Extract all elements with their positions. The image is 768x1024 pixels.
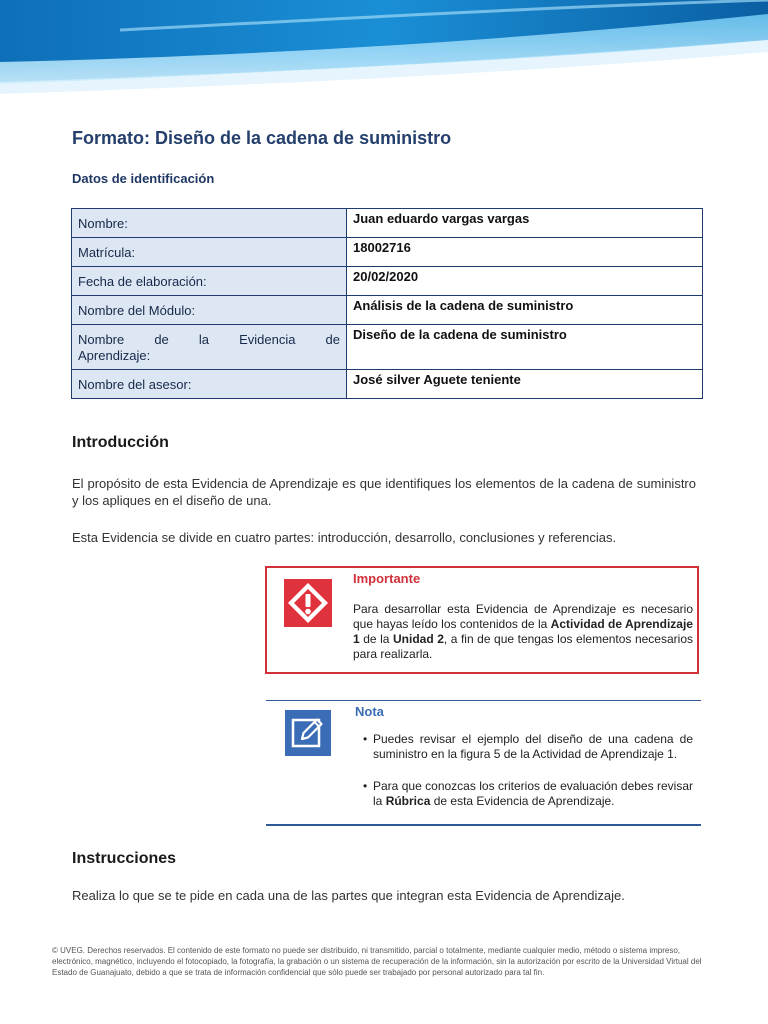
bullet: • (363, 732, 368, 746)
importante-text-bold: Actividad de Aprendizaje 1 (353, 617, 693, 646)
list-item (363, 732, 693, 762)
table-row (72, 370, 703, 399)
row-value: Diseño de la cadena de suministro (347, 325, 703, 370)
importante-text (353, 602, 693, 662)
table-row (72, 238, 703, 267)
row-label: Nombre del Módulo: (72, 296, 347, 325)
nota-title: Nota (355, 704, 384, 719)
importante-title: Importante (353, 571, 421, 586)
row-label: Nombre: (72, 209, 347, 238)
row-value: 18002716 (347, 238, 703, 267)
row-label-word: Nombre (78, 332, 125, 347)
header-banner-graphic (0, 0, 768, 96)
nota-item-text: Para que conozcas los criterios de evaluación debes revisar la (373, 779, 693, 808)
row-label-line2: Aprendizaje: (78, 348, 151, 363)
table-row (72, 296, 703, 325)
warning-diamond-icon (284, 579, 332, 632)
table-row (72, 325, 703, 370)
edit-note-icon (285, 710, 331, 761)
row-value: 20/02/2020 (347, 267, 703, 296)
instrucciones-paragraph: Realiza lo que se te pide en cada una de las partes que integran esta Evidencia de Aprendizaje. (72, 888, 625, 903)
list-item (363, 779, 693, 809)
row-label-word: de (154, 332, 169, 347)
nota-item-text: Puedes revisar el ejemplo del diseño de una cadena de suministro en la figura 5 de la Actividad de Aprendizaje 1. (373, 732, 693, 761)
nota-box (266, 700, 701, 826)
importante-text-part: de la (359, 632, 393, 646)
row-label-word: la (198, 332, 209, 347)
document-title: Formato: Diseño de la cadena de suministro (72, 128, 452, 148)
row-value: Análisis de la cadena de suministro (347, 296, 703, 325)
row-value: Juan eduardo vargas vargas (347, 209, 703, 238)
nota-item-text: de esta Evidencia de Aprendizaje. (430, 794, 615, 808)
intro-paragraph-2: Esta Evidencia se divide en cuatro partes: introducción, desarrollo, conclusiones y referencias. (72, 530, 617, 545)
intro-paragraph-1: El propósito de esta Evidencia de Aprendizaje es que identifiques los elementos de la cadena de suministro y los apliques en el diseño de una. (72, 476, 696, 508)
row-label-word: de (325, 332, 340, 347)
table-row (72, 267, 703, 296)
importante-text-part: , a fin de que tengas los elementos necesarios para realizarla. (353, 632, 693, 661)
intro-heading: Introducción (72, 434, 169, 451)
table-row (72, 209, 703, 238)
importante-box (265, 566, 699, 674)
section-subtitle: Datos de identificación (72, 171, 215, 186)
importante-text-bold: Unidad 2 (393, 632, 444, 646)
importante-text-part: Para desarrollar esta Evidencia de Aprendizaje es necesario que hayas leído los contenidos de la (353, 602, 693, 631)
row-label (72, 325, 347, 370)
identification-table (71, 208, 703, 399)
nota-list (363, 732, 693, 826)
row-label: Matrícula: (72, 238, 347, 267)
bullet: • (363, 779, 368, 793)
header-banner (0, 0, 768, 96)
row-label-word: Evidencia (239, 332, 296, 347)
row-label-line1 (78, 332, 340, 348)
row-value: José silver Aguete teniente (347, 370, 703, 399)
footer-copyright: © UVEG. Derechos reservados. El contenido de este formato no puede ser distribuido, ni transmitido, parcial o totalmente, mediante cualquier medio, método o sistema impreso, electrónico, magnético, incluyendo el fotocopiado, la fotografía, la grabación o un sistema de recuperación de la información, sin la autorización por escrito de la Universidad Virtual del Estado de Guanajuato, debido a que se trata de información confidencial que sólo puede ser trabajado por personal autorizado para tal fin. (52, 946, 702, 977)
row-label: Nombre del asesor: (72, 370, 347, 399)
row-label: Fecha de elaboración: (72, 267, 347, 296)
nota-item-bold: Rúbrica (385, 794, 431, 808)
instrucciones-heading: Instrucciones (72, 850, 177, 867)
